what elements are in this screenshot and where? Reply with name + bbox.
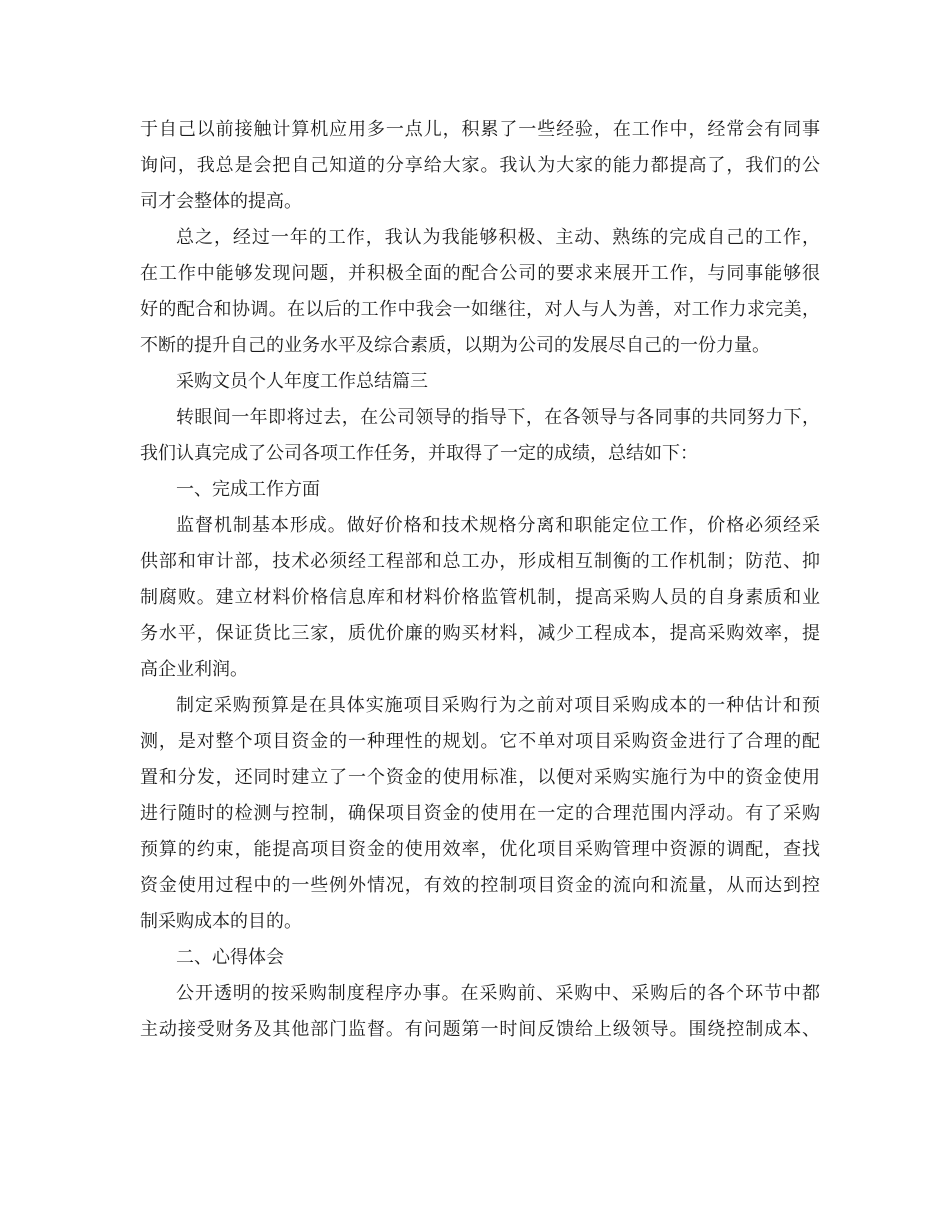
text-line: 制腐败。建立材料价格信息库和材料价格监管机制，提高采购人员的自身素质和业 — [140, 587, 820, 608]
text-line: 供部和审计部，技术必须经工程部和总工办，形成相互制衡的工作机制；防范、抑 — [140, 551, 820, 572]
section-heading: 二、心得体会 — [176, 947, 284, 968]
section-heading: 采购文员个人年度工作总结篇三 — [176, 371, 428, 392]
text-line: 司才会整体的提高。 — [140, 191, 302, 212]
text-line: 务水平，保证货比三家，质优价廉的购买材料，减少工程成本，提高采购效率，提 — [140, 623, 820, 644]
text-line: 转眼间一年即将过去，在公司领导的指导下，在各领导与各同事的共同努力下， — [176, 407, 820, 428]
text-line: 制定采购预算是在具体实施项目采购行为之前对项目采购成本的一种估计和预 — [176, 695, 820, 716]
text-line: 预算的约束，能提高项目资金的使用效率，优化项目采购管理中资源的调配，查找 — [140, 839, 820, 860]
text-line: 测，是对整个项目资金的一种理性的规划。它不单对项目采购资金进行了合理的配 — [140, 731, 820, 752]
text-line: 总之，经过一年的工作，我认为我能够积极、主动、熟练的完成自己的工作， — [176, 227, 820, 248]
text-line: 在工作中能够发现问题，并积极全面的配合公司的要求来展开工作，与同事能够很 — [140, 263, 820, 284]
text-line: 资金使用过程中的一些例外情况，有效的控制项目资金的流向和流量，从而达到控 — [140, 875, 820, 896]
text-line: 不断的提升自己的业务水平及综合素质，以期为公司的发展尽自己的一份力量。 — [140, 335, 770, 356]
text-line: 置和分发，还同时建立了一个资金的使用标准，以便对采购实施行为中的资金使用 — [140, 767, 820, 788]
text-line: 询问，我总是会把自己知道的分享给大家。我认为大家的能力都提高了，我们的公 — [140, 155, 820, 176]
text-line: 好的配合和协调。在以后的工作中我会一如继往，对人与人为善，对工作力求完美， — [140, 299, 820, 320]
text-line: 公开透明的按采购制度程序办事。在采购前、采购中、采购后的各个环节中都 — [176, 983, 820, 1004]
text-line: 监督机制基本形成。做好价格和技术规格分离和职能定位工作，价格必须经采 — [176, 515, 820, 536]
section-heading: 一、完成工作方面 — [176, 479, 320, 500]
text-line: 于自己以前接触计算机应用多一点儿，积累了一些经验，在工作中，经常会有同事 — [140, 119, 820, 140]
text-line: 我们认真完成了公司各项工作任务，并取得了一定的成绩，总结如下： — [140, 443, 698, 464]
text-line: 主动接受财务及其他部门监督。有问题第一时间反馈给上级领导。围绕控制成本、 — [140, 1019, 820, 1040]
text-line: 制采购成本的目的。 — [140, 911, 302, 932]
text-line: 进行随时的检测与控制，确保项目资金的使用在一定的合理范围内浮动。有了采购 — [140, 803, 820, 824]
text-line: 高企业利润。 — [140, 659, 248, 680]
